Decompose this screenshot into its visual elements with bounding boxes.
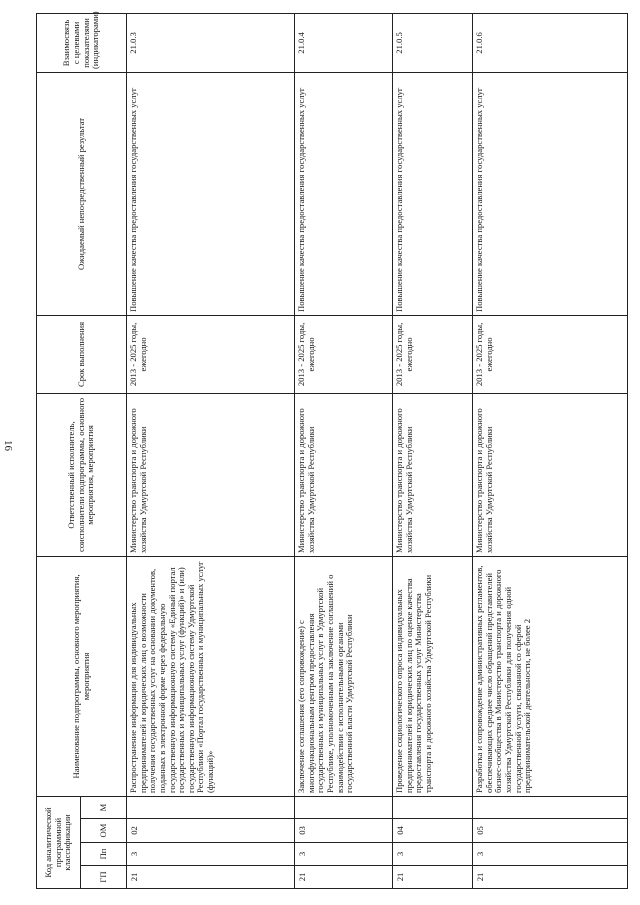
om-cell: 04 [393,819,473,843]
m-cell [473,796,628,818]
name-cell: Распространение информации для индивидуальных предпринимателей и юридических лиц о возможности получения государственных услуг на основании документов, поданных в электронной форме через федеральную государственную информационную систему «Единый портал государственных и муниципальных услуг (функций)» и (или) государственную информационную систему Удмуртской Республики «Портал государственных и муниципальных услуг (функций)» [127,556,295,796]
result-header: Ожидаемый непосредственный результат [37,72,127,315]
term-cell: 2013 - 2025 годы, ежегодно [127,315,295,393]
pp-cell: 3 [473,843,628,866]
rotated-table-container [36,11,628,889]
gp-cell: 21 [393,866,473,889]
m-cell [127,796,295,818]
table-row [295,13,393,888]
executor-cell: Министерство транспорта и дорожного хозяйства Удмуртской Республики [127,393,295,556]
name-cell: Проведение социологического опроса индивидуальных предпринимателей и юридических лиц по оценке качества предоставления государственных услуг Министерства транспорта и дорожного хозяйства Удмуртской Республики [393,556,473,796]
term-cell: 2013 - 2025 годы, ежегодно [295,315,393,393]
executor-cell: Министерство транспорта и дорожного хозяйства Удмуртской Республики [393,393,473,556]
link-cell: 21.0.5 [393,13,473,72]
gp-cell: 21 [473,866,628,889]
result-cell: Повышение качества предоставления государственных услуг [393,72,473,315]
executor-cell: Министерство транспорта и дорожного хозяйства Удмуртской Республики [295,393,393,556]
link-header: Взаимосвязь с целевыми показателями (индикаторами) [37,13,127,72]
term-header: Срок выполнения [37,315,127,393]
m-cell [393,796,473,818]
result-cell: Повышение качества предоставления государственных услуг [473,72,628,315]
table-row [127,13,295,888]
gp-cell: 21 [295,866,393,889]
name-cell: Заключение соглашения (его сопровождение) с многофункциональным центром предоставления государственных и муниципальных услуг в Удмуртской Республике, уполномоченным на заключение соглашений о взаимодействии с исполнительными органами государственной власти Удмуртской Республики [295,556,393,796]
table-row [473,13,628,888]
result-cell: Повышение качества предоставления государственных услуг [127,72,295,315]
term-cell: 2013 - 2025 годы, ежегодно [393,315,473,393]
link-cell: 21.0.3 [127,13,295,72]
pp-cell: 3 [295,843,393,866]
page-number: 16 [2,440,14,451]
executor-cell: Министерство транспорта и дорожного хозяйства Удмуртской Республики [473,393,628,556]
om-cell: 02 [127,819,295,843]
result-cell: Повышение качества предоставления государственных услуг [295,72,393,315]
m-cell [295,796,393,818]
om-cell: 05 [473,819,628,843]
executor-header: Ответственный исполнитель, соисполнители подпрограммы, основного мероприятия, мероприятия [37,393,127,556]
term-cell: 2013 - 2025 годы, ежегодно [473,315,628,393]
gp-cell: 21 [127,866,295,889]
gp-header: ГП [81,866,127,889]
pp-cell: 3 [393,843,473,866]
name-cell: Разработка и сопровождение административных регламентов, обеспечивающих среднее число обращений представителей бизнес-сообщества в Министерство транспорта и дорожного хозяйства Удмуртской Республики для получения одной государственной услуги, связанной со сферой предпринимательской деятельности, не более 2 [473,556,628,796]
pp-header: Пп [81,843,127,866]
code-group-header: Код аналитической программной классификации [37,796,81,888]
program-measures-table [36,13,628,889]
name-header: Наименование подпрограммы, основного мероприятия, мероприятия [37,556,127,796]
link-cell: 21.0.4 [295,13,393,72]
om-header: ОМ [81,819,127,843]
link-cell: 21.0.6 [473,13,628,72]
m-header: М [81,796,127,818]
om-cell: 03 [295,819,393,843]
pp-cell: 3 [127,843,295,866]
table-row [393,13,473,888]
